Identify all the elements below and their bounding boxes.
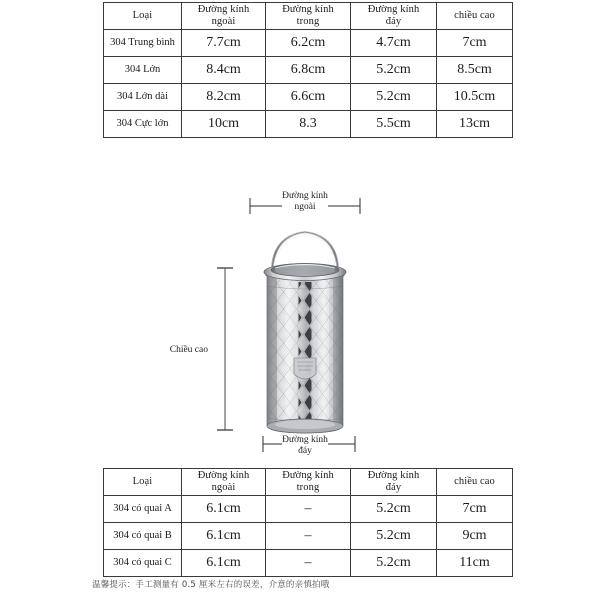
cell-type: 304 có quai C [104,550,182,577]
cell-bottom-diameter: 4.7cm [351,30,437,57]
height-dimension-annotation [170,268,233,430]
cell-inner-diameter: 8.3 [266,111,351,138]
spec-table-bottom [103,468,513,577]
cell-outer-diameter: 6.1cm [182,550,266,577]
cell-outer-diameter: 6.1cm [182,496,266,523]
bottom-dimension-label-line1: Đường kính [282,435,328,445]
cell-height: 8.5cm [437,57,513,84]
cell-outer-diameter: 6.1cm [182,523,266,550]
cell-inner-diameter: 6.6cm [266,84,351,111]
cell-outer-diameter: 8.4cm [182,57,266,84]
column-header-height-line1: chiều cao [454,476,495,488]
column-header-outer-diameter-line1: Đường kính [197,470,250,482]
cell-type: 304 có quai B [104,523,182,550]
column-header-bottom-diameter-line2: đáy [385,482,402,493]
cell-height: 7cm [437,30,513,57]
top-dimension-label-line2: ngoài [294,202,316,212]
cell-bottom-diameter: 5.2cm [351,57,437,84]
cell-inner-diameter: 6.8cm [266,57,351,84]
basket-body [267,272,343,433]
table-row [104,111,513,138]
cell-height: 11cm [437,550,513,577]
table-row [104,84,513,111]
brand-emblem [294,358,316,379]
cell-outer-diameter: 10cm [182,111,266,138]
spec-table-top [103,2,513,138]
cell-outer-diameter: 8.2cm [182,84,266,111]
column-header-height-line1: chiều cao [454,10,495,22]
column-header-height [437,3,513,30]
measurement-disclaimer: 温馨提示：手工测量有 0.5 厘米左右的误差，介意的亲慎拍哦 [92,580,330,590]
column-header-height [437,469,513,496]
cell-inner-diameter: – [266,523,351,550]
table-row [104,57,513,84]
cell-height: 9cm [437,523,513,550]
cell-type: 304 Lớn dài [104,84,182,111]
column-header-inner-diameter [266,469,351,496]
table-header-row [104,3,513,30]
cell-type: 304 Cực lớn [104,111,182,138]
table-row [104,496,513,523]
cell-type: 304 có quai A [104,496,182,523]
bottom-dimension-annotation [263,435,355,456]
column-header-outer-diameter-line2: ngoài [211,482,236,493]
bottom-dimension-label-line2: đáy [298,446,312,456]
cell-height: 7cm [437,496,513,523]
column-header-inner-diameter-line2: trong [296,16,320,27]
cell-inner-diameter: – [266,550,351,577]
top-dimension-annotation [250,191,360,214]
column-header-bottom-diameter-line1: Đường kính [367,4,420,16]
column-header-type-line1: Loại [132,476,153,488]
cell-inner-diameter: – [266,496,351,523]
cell-bottom-diameter: 5.2cm [351,523,437,550]
column-header-inner-diameter-line1: Đường kính [282,4,334,16]
column-header-type [104,3,182,30]
table-header-row [104,469,513,496]
column-header-outer-diameter-line2: ngoài [211,16,236,27]
column-header-bottom-diameter [351,3,437,30]
cell-height: 10.5cm [437,84,513,111]
product-diagram [160,190,450,460]
basket-base [267,419,343,433]
table-row [104,30,513,57]
cell-bottom-diameter: 5.2cm [351,84,437,111]
cell-type: 304 Lớn [104,57,182,84]
cell-height: 13cm [437,111,513,138]
column-header-inner-diameter-line1: Đường kính [282,470,334,482]
table-row [104,523,513,550]
cell-outer-diameter: 7.7cm [182,30,266,57]
basket-rim [264,264,346,281]
top-dimension-label-line1: Đường kính [282,191,328,201]
table-row [104,550,513,577]
column-header-type-line1: Loại [132,10,153,22]
column-header-inner-diameter-line2: trong [296,482,320,493]
column-header-type [104,469,182,496]
cell-bottom-diameter: 5.2cm [351,496,437,523]
mesh-texture [267,272,343,433]
cell-inner-diameter: 6.2cm [266,30,351,57]
column-header-outer-diameter [182,3,266,30]
cell-bottom-diameter: 5.5cm [351,111,437,138]
cell-bottom-diameter: 5.2cm [351,550,437,577]
cell-type: 304 Trung bình [104,30,182,57]
height-dimension-label: Chiều cao [169,345,208,355]
column-header-bottom-diameter-line2: đáy [385,16,402,27]
column-header-outer-diameter [182,469,266,496]
column-header-outer-diameter-line1: Đường kính [197,4,250,16]
column-header-inner-diameter [266,3,351,30]
column-header-bottom-diameter [351,469,437,496]
column-header-bottom-diameter-line1: Đường kính [367,470,420,482]
